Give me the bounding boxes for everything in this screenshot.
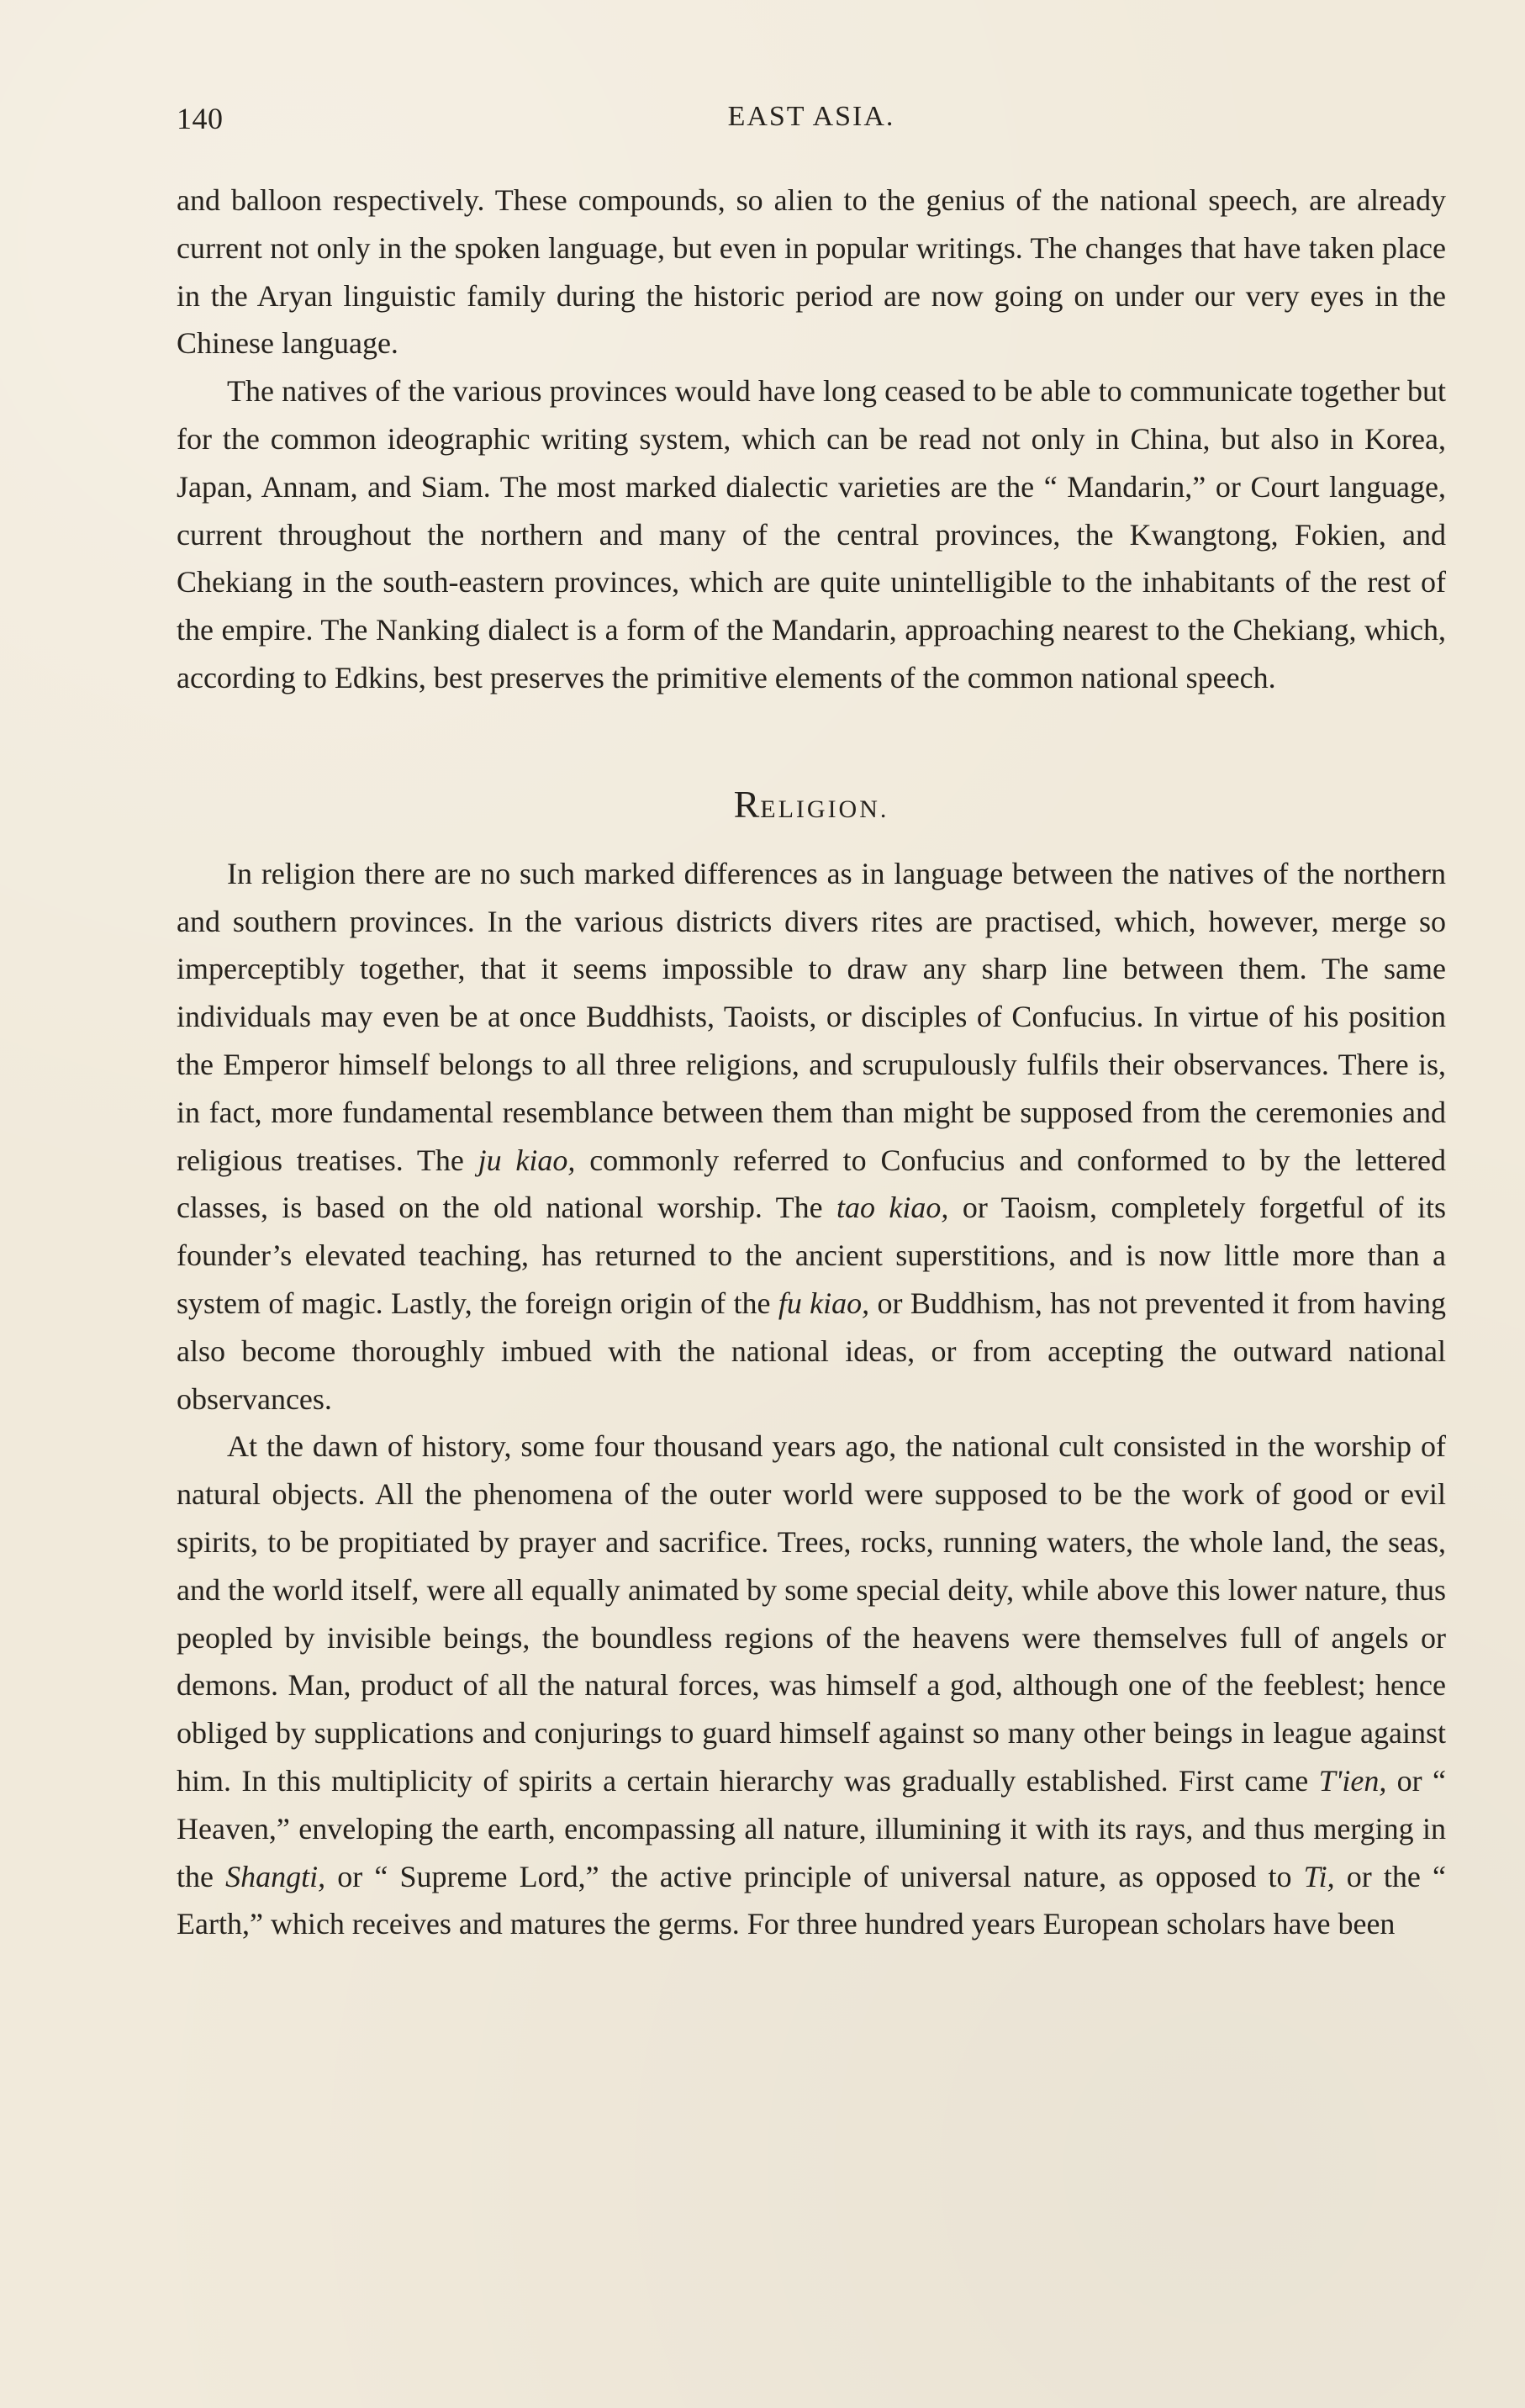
term-ju-kiao: ju kiao, (478, 1143, 576, 1177)
section-heading-religion (177, 782, 1446, 828)
term-ti: Ti, (1303, 1859, 1335, 1893)
page-header (177, 101, 1446, 143)
term-tao-kiao: tao kiao, (836, 1191, 949, 1225)
text-run: or Buddhism, has not prevented it from having also become thoroughly imbued with the national ideas, or from accepting the outward national observances. (177, 1286, 1447, 1416)
paragraph-language-continued: and balloon respectively. These compounds, so alien to the genius of the national speech, are already current not only in the spoken language, but even in popular writings. The changes that have taken place in the Aryan linguistic family during the historic period are now going on under our very eyes in the Chinese language. (177, 183, 1446, 361)
text-run: or “ Supreme Lord,” the active principle of universal nature, as opposed to (325, 1859, 1304, 1893)
text-run: or “ Heaven,” enveloping the earth, encompassing all nature, illumining it with its rays, and thus merging in the (177, 1763, 1446, 1893)
text-run: In religion there are no such marked differences as in language between the natives of the northern and southern provinces. In the various districts divers rites are practised, which, however, merge so imperceptibly together, that it seems impossible to draw any sharp line between them. The same individuals may even be at once Buddhists, Taoists, or disciples of Confucius. In virtue of his position the Emperor himself belongs to all three religions, and scrupulously fulfils their observances. There is, in fact, more fundamental resemblance between them than might be supposed from the ceremonies and religious treatises. The (177, 856, 1446, 1177)
term-shangti: Shangti, (225, 1859, 326, 1893)
text-run: or Taoism, completely forgetful of its founder’s elevated teaching, has returned to the ancient superstitions, and is now little more than a system of magic. Lastly, the foreign origin of the (177, 1191, 1446, 1320)
running-title: EAST ASIA. (727, 101, 895, 132)
term-tien: T'ien, (1318, 1763, 1387, 1798)
paragraph-dialects: The natives of the various provinces would have long ceased to be able to communicate together but for the common ideographic writing system, which can be read not only in China, but also in Korea, Japan, Annam, and Siam. The most marked dialectic varieties are the “ Mandarin,” or Court language, current throughout the northern and many of the central provinces, the Kwangtong, Fokien, and Chekiang in the south-eastern provinces, which are quite unintelligible to the inhabitants of the rest of the empire. The Nanking dialect is a form of the Mandarin, approaching nearest to the Chekiang, which, according to Edkins, best preserves the primitive elements of the common national speech. (177, 374, 1446, 694)
body-text (177, 177, 1446, 1948)
text-run: At the dawn of history, some four thousand years ago, the national cult consisted in the worship of natural objects. All the phenomena of the outer world were supposed to be the work of good or evil spirits, to be propitiated by prayer and sacrifice. Trees, rocks, running waters, the whole land, the seas, and the world itself, were all equally animated by some special deity, while above this lower nature, thus peopled by invisible beings, the boundless regions of the heavens were themselves full of angels or demons. Man, product of all the natural forces, was himself a god, although one of the feeblest; hence obliged by supplications and conjurings to guard himself against so many other beings in league against him. In this multiplicity of spirits a certain hierarchy was gradually established. First came (177, 1429, 1446, 1798)
heading-initial: R (733, 782, 761, 826)
page-number: 140 (177, 102, 224, 135)
text-run: commonly referred to Confucius and conformed to by the lettered classes, is based on the old national worship. The (177, 1143, 1446, 1225)
heading-rest: ELIGION. (760, 795, 889, 823)
paragraph-religion-2 (177, 1423, 1446, 1948)
text-run: or the “ Earth,” which receives and matures the germs. For three hundred years European scholars have been (177, 1859, 1447, 1941)
term-fu-kiao: fu kiao, (778, 1286, 870, 1320)
paragraph-religion-1 (177, 850, 1446, 1423)
